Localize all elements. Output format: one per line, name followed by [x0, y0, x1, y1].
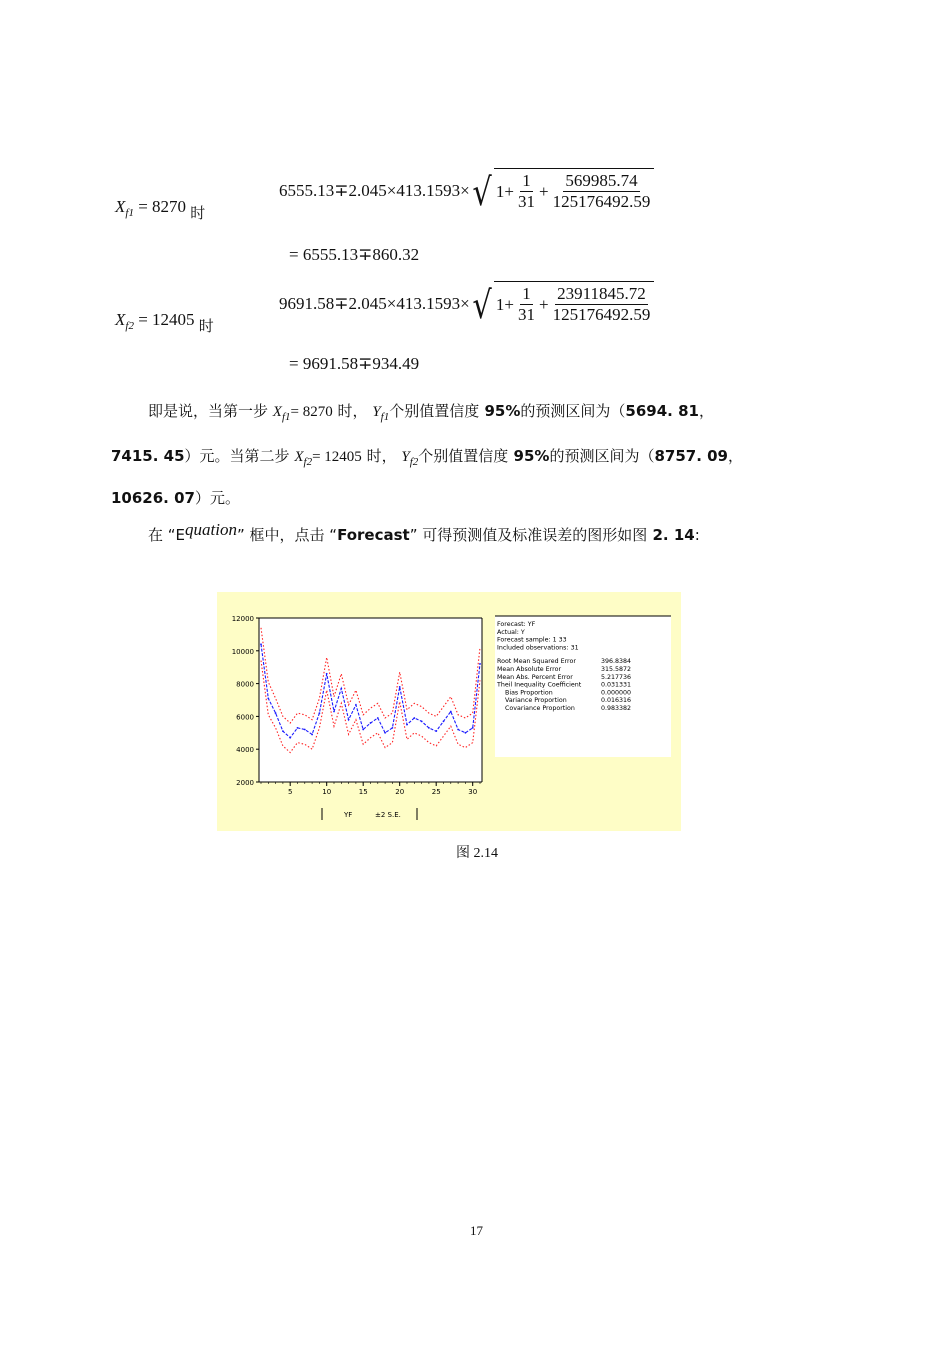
- condition-tail: 时: [198, 317, 214, 335]
- stats-value: 0.000000: [601, 689, 632, 697]
- var-x: X: [115, 310, 126, 329]
- x-tick-label: 25: [431, 788, 441, 796]
- legend-label-yf: YF: [344, 811, 353, 819]
- forecast-point: [326, 673, 328, 675]
- forecast-point: [362, 729, 364, 731]
- frac-num: 569985.74: [565, 171, 638, 190]
- frac-den: 125176492.59: [552, 192, 651, 211]
- paragraph-2: [148, 520, 700, 546]
- sqrt-block: [470, 172, 655, 212]
- var-x: X: [272, 404, 282, 420]
- forecast-point: [377, 717, 379, 719]
- condition-value: = 12405: [138, 310, 195, 329]
- expr-plus: +: [538, 294, 549, 314]
- forecast-point: [435, 730, 437, 732]
- x-tick-label: 20: [395, 788, 405, 796]
- stats-value: 5.217736: [601, 673, 632, 681]
- text-run: ” 框中，点击 “: [236, 526, 338, 544]
- paragraph-1-line-3: [111, 487, 240, 509]
- bold-run: 95%: [508, 447, 550, 465]
- var-sub: f2: [409, 456, 419, 468]
- text-run: 的预测区间为（: [520, 402, 626, 420]
- text-run: ）元。: [194, 489, 240, 507]
- bold-run: 5694. 81: [625, 402, 699, 420]
- var-value: = 12405: [312, 449, 362, 465]
- text-run: 时，: [366, 447, 397, 465]
- frac-num: 1: [522, 171, 531, 190]
- frac-num: 23911845.72: [557, 284, 646, 303]
- expr-one: 1+: [495, 294, 514, 314]
- var-value: = 8270: [290, 404, 333, 420]
- forecast-point: [443, 720, 445, 722]
- stats-value: 396.8384: [601, 658, 632, 666]
- text-run: :: [694, 526, 700, 544]
- stats-label: Root Mean Squared Error: [497, 658, 576, 666]
- legend-box: [320, 806, 420, 819]
- stats-label: Mean Abs. Percent Error: [497, 673, 573, 681]
- forecast-point: [304, 729, 306, 731]
- var-sub: f2: [125, 320, 134, 332]
- plot-area: [259, 618, 482, 782]
- forecast-point: [384, 732, 386, 734]
- stats-label: Forecast: YF: [497, 621, 536, 628]
- forecast-point: [319, 712, 321, 714]
- forecast-point: [260, 643, 262, 645]
- x-tick-label: 10: [322, 788, 332, 796]
- forecast-point: [275, 712, 277, 714]
- forecast-point: [457, 729, 459, 731]
- text-run: 在 “E: [148, 526, 186, 544]
- var-y: Y: [401, 449, 410, 465]
- forecast-point: [333, 711, 335, 713]
- fraction-large: [551, 284, 653, 325]
- forecast-point: [472, 727, 474, 729]
- text-run: ）元。当第二步: [184, 447, 290, 465]
- forecast-point: [406, 724, 408, 726]
- y-tick-label: 6000: [236, 713, 254, 722]
- var-sub: f1: [125, 207, 134, 219]
- var-sub: f2: [303, 456, 313, 468]
- bold-run: Forecast: [337, 526, 410, 544]
- forecast-point: [421, 720, 423, 722]
- var-sub: f1: [380, 411, 390, 423]
- stats-value: 0.016316: [601, 697, 632, 705]
- text-run: ，: [698, 402, 714, 420]
- var-x: X: [115, 197, 126, 216]
- stats-value: 315.5872: [601, 666, 632, 673]
- forecast-point: [370, 722, 372, 724]
- forecast-point: [413, 717, 415, 719]
- bold-run: 8757. 09: [654, 447, 728, 465]
- forecast-chart-frame: [217, 592, 681, 831]
- frac-den: 125176492.59: [552, 305, 651, 324]
- y-tick-label: 12000: [231, 615, 254, 623]
- stats-label: Theil Inequality Coefficient: [497, 681, 582, 689]
- expression-1: [279, 172, 654, 212]
- forecast-point: [289, 737, 291, 739]
- figure-caption: 图 2.14: [456, 846, 498, 861]
- text-run: ” 可得预测值及标准误差的图形如图: [409, 526, 648, 544]
- stats-label: Mean Absolute Error: [497, 666, 562, 673]
- condition-value: = 8270: [138, 197, 187, 216]
- stats-label: Actual: Y: [497, 628, 525, 636]
- page-number: 17: [470, 1223, 483, 1238]
- paragraph-1-line-1: [148, 400, 714, 424]
- fraction-small: [516, 284, 537, 325]
- var-sub: f1: [281, 411, 291, 423]
- var-x: X: [294, 449, 304, 465]
- legend-label-se: ±2 S.E.: [375, 811, 401, 819]
- forecast-point: [311, 734, 313, 736]
- sqrt-block: [470, 285, 655, 325]
- var-y: Y: [372, 404, 381, 420]
- stats-label: Forecast sample: 1 33: [497, 636, 567, 644]
- expr-one: 1+: [495, 181, 514, 201]
- y-tick-label: 2000: [236, 779, 254, 787]
- forecast-point: [297, 727, 299, 729]
- forecast-point: [399, 686, 401, 688]
- y-tick-label: 8000: [236, 680, 254, 689]
- forecast-point: [465, 732, 467, 734]
- text-run: 即是说，当第一步: [148, 402, 269, 420]
- forecast-point: [479, 663, 481, 665]
- result-1: = 6555.13∓860.32: [289, 245, 420, 264]
- x-tick-label: 30: [468, 788, 478, 796]
- italic-run: quation: [185, 520, 237, 539]
- forecast-point: [392, 727, 394, 729]
- forecast-point: [340, 688, 342, 690]
- frac-den: 31: [517, 192, 535, 211]
- frac-num: 1: [522, 284, 531, 303]
- forecast-point: [428, 727, 430, 729]
- forecast-point: [348, 719, 350, 721]
- result-2: = 9691.58∓934.49: [289, 354, 420, 373]
- text-run: 个别值置信度: [389, 402, 480, 420]
- stats-label: Variance Proportion: [505, 697, 567, 705]
- expr-lead: 6555.13∓2.045×413.1593×: [279, 180, 470, 200]
- bold-run: 10626. 07: [111, 489, 195, 507]
- y-tick-label: 4000: [236, 746, 254, 755]
- text-run: 时，: [337, 402, 368, 420]
- forecast-point: [267, 697, 269, 699]
- forecast-chart: [217, 592, 681, 831]
- bold-run: 95%: [479, 402, 521, 420]
- stats-label: Bias Proportion: [505, 689, 553, 697]
- text-run: ，: [728, 447, 744, 465]
- text-run: 个别值置信度: [418, 447, 509, 465]
- expr-plus: +: [538, 181, 549, 201]
- condition-2: [115, 309, 214, 335]
- stats-label: Covariance Proportion: [505, 705, 575, 712]
- x-tick-label: 5: [287, 788, 293, 796]
- forecast-point: [355, 704, 357, 706]
- stats-value: 0.983382: [601, 705, 632, 712]
- expression-2: [279, 285, 654, 325]
- y-tick-label: 10000: [231, 647, 254, 656]
- condition-tail: 时: [190, 204, 206, 222]
- bold-run: 2. 14: [647, 526, 695, 544]
- fraction-large: [551, 171, 653, 212]
- bold-run: 7415. 45: [111, 447, 185, 465]
- x-tick-label: 15: [358, 788, 368, 796]
- forecast-point: [282, 730, 284, 732]
- sqrt-icon: √: [472, 170, 492, 214]
- paragraph-1-line-2: [111, 445, 743, 469]
- sqrt-icon: √: [472, 283, 492, 327]
- condition-1: [115, 196, 206, 222]
- frac-den: 31: [517, 305, 535, 324]
- fraction-small: [516, 171, 537, 212]
- text-run: 的预测区间为（: [549, 447, 655, 465]
- stats-value: 0.031331: [601, 681, 632, 689]
- stats-label: Included observations: 31: [497, 644, 579, 652]
- forecast-point: [450, 711, 452, 713]
- expr-lead: 9691.58∓2.045×413.1593×: [279, 293, 470, 313]
